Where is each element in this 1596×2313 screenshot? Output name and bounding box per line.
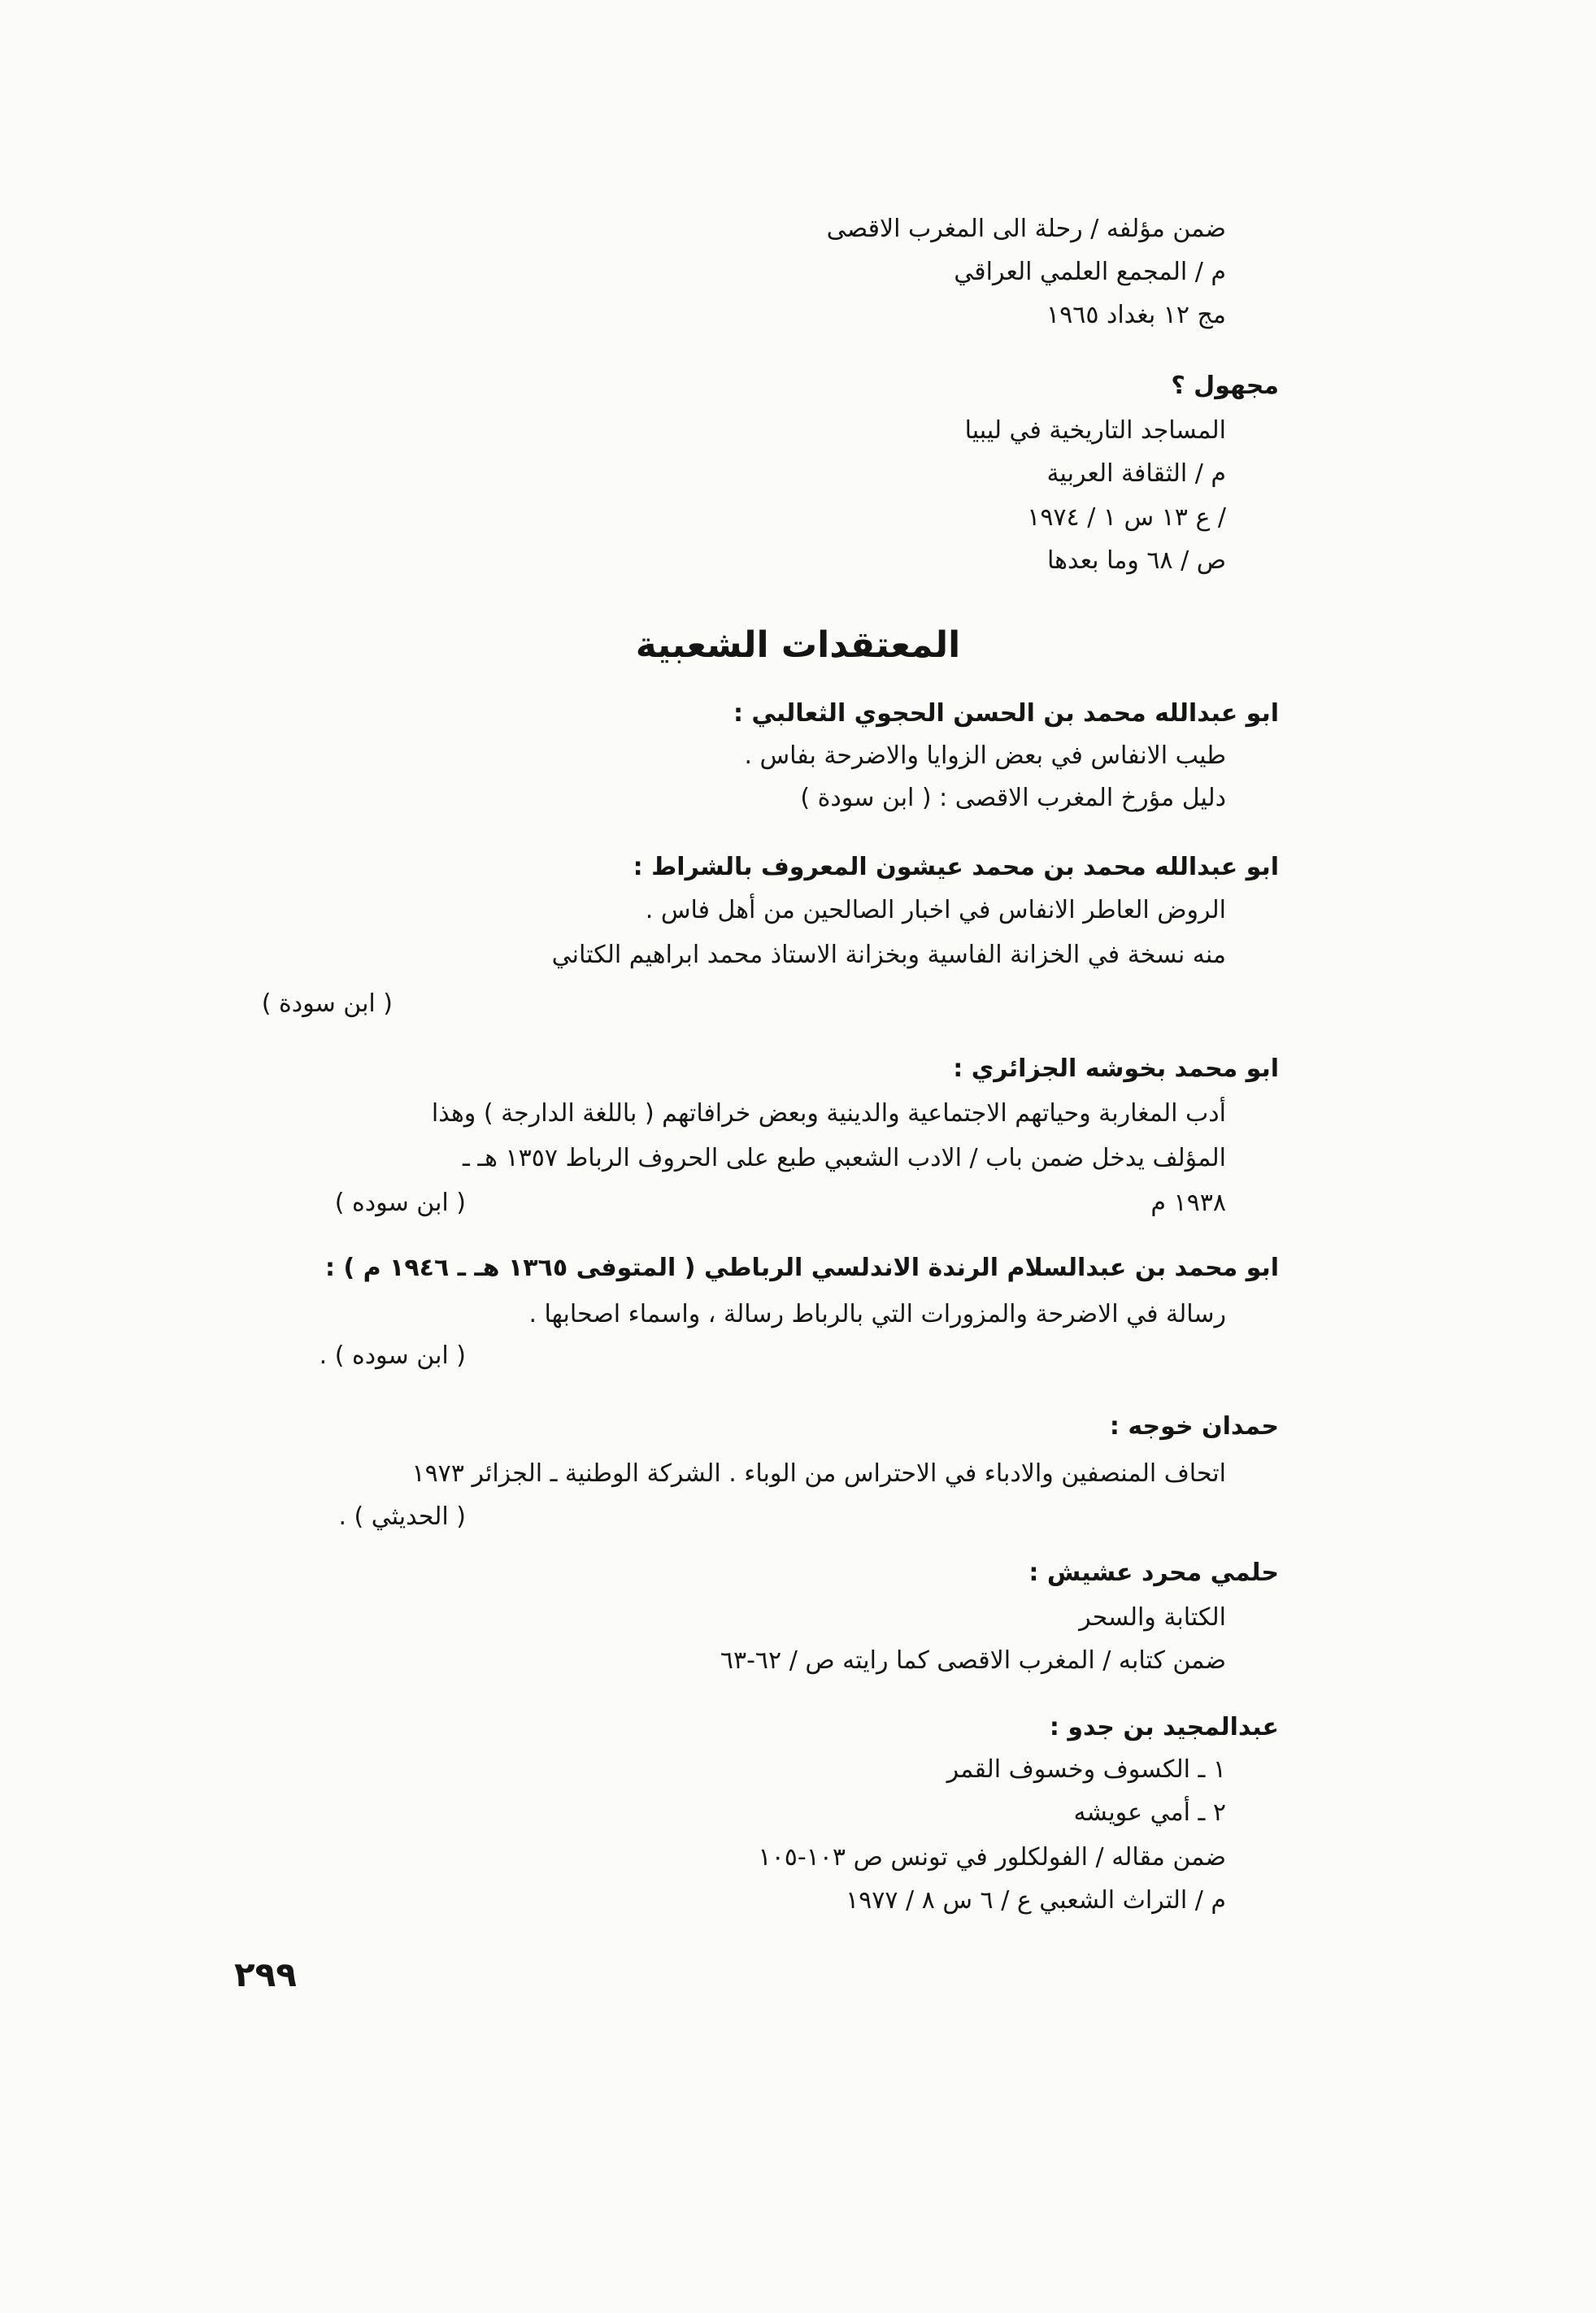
section-title: المعتقدات الشعبية	[635, 624, 961, 666]
entry-author: ابو محمد بن عبدالسلام الرندة الاندلسي الرباطي ( المتوفى ١٣٦٥ هـ ـ ١٩٤٦ م ) :	[325, 1254, 1279, 1282]
entry-citation: ( ابن سوده )	[334, 1189, 466, 1217]
entry-line: رسالة في الاضرحة والمزورات التي بالرباط رسالة ، واسماء اصحابها .	[528, 1300, 1226, 1328]
entry-citation: ( الحديثي ) .	[338, 1502, 466, 1531]
anonymous-title: المساجد التاريخية في ليبيا	[964, 416, 1226, 445]
anonymous-journal: م / الثقافة العربية	[1046, 459, 1226, 488]
entry-line: م / التراث الشعبي ع / ٦ س ٨ / ١٩٧٧	[846, 1886, 1226, 1915]
entry-author: ابو عبدالله محمد بن محمد عيشون المعروف بالشراط :	[633, 853, 1279, 881]
entry-citation: ( ابن سودة )	[261, 989, 393, 1018]
entry-line: الكتابة والسحر	[1079, 1603, 1226, 1632]
entry-line: اتحاف المنصفين والادباء في الاحتراس من الوباء . الشركة الوطنية ـ الجزائر ١٩٧٣	[411, 1459, 1226, 1488]
top-entry-line3: مج ١٢ بغداد ١٩٦٥	[1046, 301, 1226, 329]
entry-line: ضمن كتابه / المغرب الاقصى كما رايته ص / ٦٢-٦٣	[720, 1646, 1226, 1675]
entry-citation: ( ابن سوده ) .	[319, 1341, 466, 1370]
top-entry-line1: ضمن مؤلفه / رحلة الى المغرب الاقصى	[826, 215, 1226, 243]
entry-line: المؤلف يدخل ضمن باب / الادب الشعبي طبع على الحروف الرباط ١٣٥٧ هـ ـ	[463, 1144, 1226, 1172]
entry-author: ابو محمد بخوشه الجزائري :	[953, 1054, 1279, 1083]
entry-line: ١٩٣٨ م	[1150, 1189, 1226, 1217]
entry-line: طيب الانفاس في بعض الزوايا والاضرحة بفاس .	[744, 741, 1226, 770]
entry-line: ١ ـ الكسوف وخسوف القمر	[946, 1755, 1226, 1784]
anonymous-pages: ص / ٦٨ وما بعدها	[1047, 546, 1226, 575]
entry-line: منه نسخة في الخزانة الفاسية وبخزانة الاستاذ محمد ابراهيم الكتاني	[551, 941, 1226, 969]
entry-line: ضمن مقاله / الفولكلور في تونس ص ١٠٣-١٠٥	[758, 1843, 1226, 1872]
entry-author: حمدان خوجه :	[1109, 1412, 1279, 1441]
top-entry-line2: م / المجمع العلمي العراقي	[954, 258, 1226, 286]
anonymous-author: مجهول ؟	[1171, 372, 1279, 400]
entry-line: الروض العاطر الانفاس في اخبار الصالحين من أهل فاس .	[645, 896, 1226, 924]
entry-author: ابو عبدالله محمد بن الحسن الحجوي الثعالبي :	[733, 699, 1279, 728]
entry-line: ٢ ـ أمي عويشه	[1073, 1798, 1226, 1827]
anonymous-issue: / ع ١٣ س ١ / ١٩٧٤	[1027, 503, 1226, 532]
entry-author: حلمي محرد عشيش :	[1028, 1559, 1279, 1587]
entry-line: أدب المغاربة وحياتهم الاجتماعية والدينية وبعض خرافاتهم ( باللغة الدارجة ) وهذا	[431, 1099, 1226, 1128]
entry-line: دليل مؤرخ المغرب الاقصى : ( ابن سودة )	[800, 784, 1226, 812]
entry-author: عبدالمجيد بن جدو :	[1049, 1713, 1279, 1741]
page-number: ٢٩٩	[234, 1954, 297, 1994]
